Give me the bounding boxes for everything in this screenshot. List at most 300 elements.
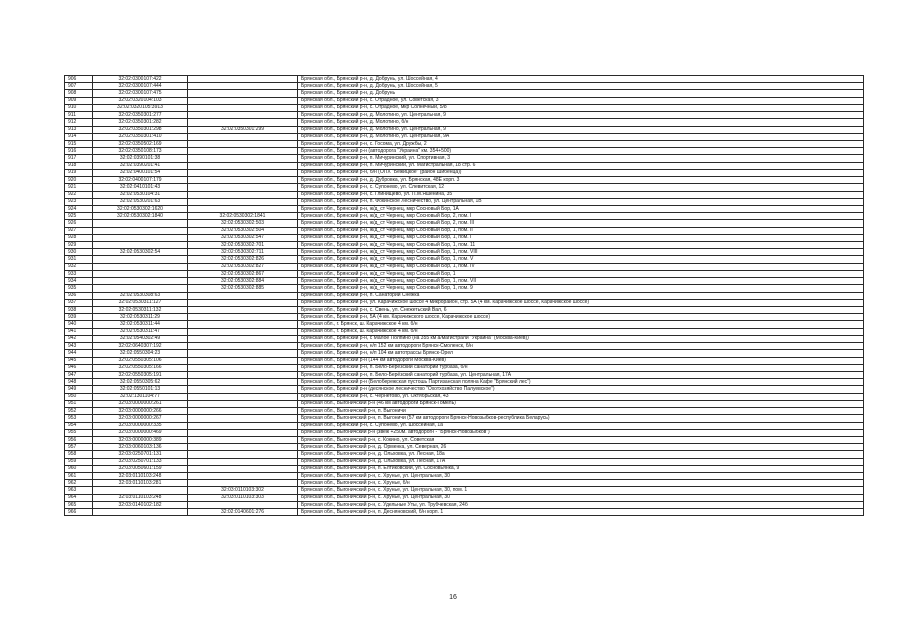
table-row	[65, 393, 864, 400]
table-row	[65, 307, 864, 314]
cell-row-number: 943	[65, 343, 93, 350]
table-row	[65, 112, 864, 119]
cell-cadastral-number-premises	[188, 335, 298, 342]
table-row	[65, 494, 864, 501]
table-row	[65, 480, 864, 487]
table-row	[65, 133, 864, 140]
cell-row-number: 942	[65, 335, 93, 342]
cell-cadastral-number: 32:03:0110103:281	[93, 480, 188, 487]
cell-row-number: 916	[65, 148, 93, 155]
cell-address: Брянская обл., Брянский р-н, ж/д_ст Чернец, мкр Сосновый Бор, 1А	[298, 205, 864, 212]
cell-row-number: 911	[65, 112, 93, 119]
cell-cadastral-number: 32:03:0000000:389	[93, 436, 188, 443]
cell-cadastral-number: 32:03:0000000:261	[93, 400, 188, 407]
cell-address: Брянская обл., Выгоничский р-н, д. Ольховка, ул. Лесная, 18а	[298, 451, 864, 458]
cell-cadastral-number: 32:03:0140102:182	[93, 501, 188, 508]
cell-cadastral-number: 32:02:0530302:54	[93, 249, 188, 256]
cell-address: Брянская обл., Брянский р-н, ж/д_ст Чернец, мкр Сосновый Бор, 1, пом. VIII	[298, 249, 864, 256]
table-row	[65, 155, 864, 162]
table-row	[65, 473, 864, 480]
table-row	[65, 487, 864, 494]
cell-address: Брянская обл., Брянский р-н, д. Дубровка, ул. Брянская, 48Е корп. 3	[298, 177, 864, 184]
cell-row-number: 950	[65, 393, 93, 400]
cell-address: Брянская обл., Выгоничский р-н, п. Ёлтиковский, ул. Сосновьянка, 9	[298, 465, 864, 472]
cell-cadastral-number: 32:02:0300107:475	[93, 90, 188, 97]
cell-cadastral-number: 32:02:0320104:103	[93, 97, 188, 104]
cell-address: Брянская обл., Брянский р-н, д. Молотино, ул. Центральная, 9А	[298, 133, 864, 140]
cell-cadastral-number-premises	[188, 501, 298, 508]
cell-cadastral-number-premises	[188, 184, 298, 191]
table-row	[65, 249, 864, 256]
cell-cadastral-number-premises	[188, 133, 298, 140]
table-row	[65, 350, 864, 357]
cell-row-number: 966	[65, 509, 93, 516]
cell-address: Брянская обл., Брянский р-н, ж/д_ст Чернец, мкр Сосновый Бор, 1, пом. VII	[298, 278, 864, 285]
cell-address: Брянская обл., Выгоничский р-н, с. Хрунье, б/н	[298, 480, 864, 487]
cell-cadastral-number-premises	[188, 76, 298, 83]
cell-cadastral-number-premises	[188, 148, 298, 155]
cell-row-number: 918	[65, 162, 93, 169]
table-row	[65, 458, 864, 465]
cell-address: Брянская обл., Брянский р-н, ж/д_ст Чернец, мкр Сосновый Бор, 1, пом. IV	[298, 263, 864, 270]
cell-row-number: 958	[65, 451, 93, 458]
cell-row-number: 915	[65, 140, 93, 147]
cell-address: Брянская обл., Выгоничский р-н, с. Хрунье, ул. Центральная, 30	[298, 494, 864, 501]
cell-cadastral-number: 32:02:0530311:127	[93, 299, 188, 306]
cell-cadastral-number-premises	[188, 307, 298, 314]
table-row	[65, 278, 864, 285]
cell-cadastral-number-premises	[188, 473, 298, 480]
cell-row-number: 907	[65, 83, 93, 90]
table-row	[65, 256, 864, 263]
cell-row-number: 955	[65, 429, 93, 436]
table-row	[65, 205, 864, 212]
cell-cadastral-number: 32:02:0350301:298	[93, 126, 188, 133]
cell-row-number: 932	[65, 263, 93, 270]
cell-row-number: 926	[65, 220, 93, 227]
cell-address: Брянская обл., Брянский р-н, ж/д_ст Чернец, мкр Сосновый Бор, 1, пом. I	[298, 234, 864, 241]
cell-cadastral-number-premises: 32:02:0530302:503	[188, 220, 298, 227]
cell-address: Брянская обл., Брянский р-н, п. Бело-Берёзский санаторий турбаза, б/н	[298, 364, 864, 371]
cell-cadastral-number	[93, 509, 188, 516]
cell-cadastral-number	[93, 263, 188, 270]
cell-cadastral-number: 32:03:0000000:469	[93, 429, 188, 436]
table-row	[65, 501, 864, 508]
cell-address: Брянская обл., Брянский р-н, ул. Карачижское шоссе 4 микрорайон, стр. 5А (4 км. Карачижское шоссе, Карачижское шоссе)	[298, 299, 864, 306]
table-row	[65, 321, 864, 328]
cell-row-number: 935	[65, 285, 93, 292]
cell-cadastral-number-premises	[188, 112, 298, 119]
cell-address: Брянская обл., Брянский р-н, ж/д_ст Чернец, мкр Сосновый Бор, 1, пом. V	[298, 256, 864, 263]
cell-cadastral-number: 32:03:0110103:248	[93, 473, 188, 480]
cell-row-number: 912	[65, 119, 93, 126]
table-row	[65, 220, 864, 227]
cell-row-number: 941	[65, 328, 93, 335]
cell-row-number: 946	[65, 364, 93, 371]
cell-cadastral-number: 32:02:0350301:277	[93, 112, 188, 119]
table-row	[65, 328, 864, 335]
cell-cadastral-number: 32:02:0530302:1620	[93, 205, 188, 212]
cell-row-number: 931	[65, 256, 93, 263]
cell-row-number: 952	[65, 408, 93, 415]
cell-cadastral-number-premises	[188, 169, 298, 176]
cell-cadastral-number-premises	[188, 299, 298, 306]
cell-address: Брянская обл., Брянский р-н, с. Отрадное, ул. Советская, 3	[298, 97, 864, 104]
cell-cadastral-number: 32:02:0530311:47	[93, 328, 188, 335]
cell-address: Брянская обл., Брянский р-н (Белобережская пустошь Партизанская поляна Кафе "Брянский лес")	[298, 379, 864, 386]
cell-cadastral-number-premises	[188, 97, 298, 104]
cell-cadastral-number-premises: 32:02:0530302:711	[188, 249, 298, 256]
cell-cadastral-number	[93, 285, 188, 292]
cell-row-number: 963	[65, 487, 93, 494]
cell-cadastral-number-premises: 32:02:0140601:276	[188, 509, 298, 516]
cell-address: Брянская обл., Брянский р-н, ж/д_ст Чернец, мкр Сосновый Бор, 2, пом. I	[298, 213, 864, 220]
cell-row-number: 960	[65, 465, 93, 472]
table-row	[65, 364, 864, 371]
cell-row-number: 939	[65, 314, 93, 321]
table-row	[65, 314, 864, 321]
cell-row-number: 930	[65, 249, 93, 256]
cell-cadastral-number: 32:02:0550305:166	[93, 364, 188, 371]
cell-cadastral-number-premises	[188, 379, 298, 386]
cell-cadastral-number-premises	[188, 444, 298, 451]
cell-cadastral-number: 32:03:0250701:133	[93, 458, 188, 465]
cell-cadastral-number-premises	[188, 90, 298, 97]
cell-address: Брянская обл., Брянский р-н, б/н (ОПХ "Бежицкое" (район Шибенца))	[298, 169, 864, 176]
cell-cadastral-number: 32:02:1301104:77	[93, 393, 188, 400]
cell-cadastral-number: 32:02:0540302:49	[93, 335, 188, 342]
cell-row-number: 945	[65, 357, 93, 364]
cell-row-number: 936	[65, 292, 93, 299]
cell-row-number: 965	[65, 501, 93, 508]
table-row	[65, 292, 864, 299]
cell-cadastral-number: 32:03:0110103:248	[93, 494, 188, 501]
table-row	[65, 379, 864, 386]
cell-address: Брянская обл., Брянский р-н, с. Госома, ул. Дружбы, 2	[298, 140, 864, 147]
table-row	[65, 227, 864, 234]
cell-address: Брянская обл., Брянский р-н, п. Бело-Берёзский санаторий турбаза, ул. Центральная, 17А	[298, 371, 864, 378]
table-row	[65, 263, 864, 270]
cell-row-number: 910	[65, 104, 93, 111]
cell-cadastral-number-premises	[188, 314, 298, 321]
table-row	[65, 444, 864, 451]
table-row	[65, 400, 864, 407]
table-row	[65, 422, 864, 429]
cell-cadastral-number-premises: 32:02:0530302:1841	[188, 213, 298, 220]
table-row	[65, 357, 864, 364]
cell-cadastral-number	[93, 227, 188, 234]
cell-address: Брянская обл., Выгоничский р-н, д. Орменка, ул. Северная, 26	[298, 444, 864, 451]
table-row	[65, 83, 864, 90]
cell-cadastral-number	[93, 256, 188, 263]
table-row	[65, 140, 864, 147]
cell-cadastral-number-premises	[188, 429, 298, 436]
cell-row-number: 954	[65, 422, 93, 429]
cell-cadastral-number-premises	[188, 119, 298, 126]
table-row	[65, 451, 864, 458]
table-row	[65, 184, 864, 191]
cell-address: Брянская обл., Брянский р-н, п. Санаторий Снежка	[298, 292, 864, 299]
cell-address: Брянская обл., Выгоничский р-н, п. Десняновский, б/н корп. 1	[298, 509, 864, 516]
cell-row-number: 908	[65, 90, 93, 97]
cell-address: Брянская обл., Выгоничский р-н, п. Выгоничи (57 км автодороги Брянск-Новозыбков-республика Беларусь)	[298, 415, 864, 422]
cell-cadastral-number: 32:02:0550305:191	[93, 371, 188, 378]
cell-cadastral-number-premises: 32:02:0530302:827	[188, 263, 298, 270]
table-row	[65, 270, 864, 277]
cell-cadastral-number: 32:02:0350301:410	[93, 133, 188, 140]
table-row	[65, 242, 864, 249]
table-row	[65, 335, 864, 342]
cell-row-number: 934	[65, 278, 93, 285]
cell-address: Брянская обл., Брянский р-н, с. Супонево, ул. Слевитская, 12	[298, 184, 864, 191]
cell-cadastral-number: 32:03:0000000:335	[93, 422, 188, 429]
cell-address: Брянская обл., Брянский р-н, п. Мичуринский, ул. Магистральная, 18 стр. 6	[298, 162, 864, 169]
cell-cadastral-number-premises	[188, 104, 298, 111]
cell-cadastral-number: 32:02:0550305:62	[93, 379, 188, 386]
cell-address: Брянская обл., Брянский р-н (144 км автодороги Москва-Киев)	[298, 357, 864, 364]
cell-row-number: 938	[65, 307, 93, 314]
cell-cadastral-number-premises	[188, 451, 298, 458]
cell-cadastral-number: 32:02:0300107:444	[93, 83, 188, 90]
cell-cadastral-number: 32:02:0390101:38	[93, 155, 188, 162]
cell-cadastral-number-premises	[188, 436, 298, 443]
cell-row-number: 953	[65, 415, 93, 422]
cell-row-number: 927	[65, 227, 93, 234]
cell-cadastral-number: 32:02:0530311:132	[93, 307, 188, 314]
cell-row-number: 921	[65, 184, 93, 191]
cell-address: Брянская обл., Брянский р-н, ж/д_ст Чернец, мкр Сосновый Бор, 1, пом. 9	[298, 285, 864, 292]
cell-cadastral-number: 32:02:0350502:169	[93, 140, 188, 147]
cell-address: Брянская обл., Брянский р-н, ж/д_ст Чернец, мкр Сосновый Бор, 1	[298, 270, 864, 277]
cell-row-number: 944	[65, 350, 93, 357]
cell-cadastral-number-premises: 32:02:0530302:701	[188, 242, 298, 249]
cell-row-number: 923	[65, 198, 93, 205]
table-row	[65, 76, 864, 83]
cell-row-number: 919	[65, 169, 93, 176]
table-row	[65, 299, 864, 306]
cell-address: Брянская обл., Брянский р-н, д. Добрунь	[298, 90, 864, 97]
cell-address: Брянская обл., Брянский р-н, ж/д_ст Чернец, мкр Сосновый Бор, 1, пом. 11	[298, 242, 864, 249]
table-row	[65, 104, 864, 111]
cell-cadastral-number-premises: 32:02:0530302:504	[188, 227, 298, 234]
cell-address: Брянская обл., Выгоничский р-н (46 км автодороги Брянск-Гомель)	[298, 400, 864, 407]
cell-row-number: 924	[65, 205, 93, 212]
cell-cadastral-number: 32:02:0640307:192	[93, 343, 188, 350]
cell-row-number: 925	[65, 213, 93, 220]
cell-cadastral-number-premises: 32:02:0530302:867	[188, 270, 298, 277]
cell-cadastral-number: 32:02:0550305:106	[93, 357, 188, 364]
cell-row-number: 956	[65, 436, 93, 443]
cell-cadastral-number: 32:02:0530308:63	[93, 292, 188, 299]
cell-address: Брянская обл., Брянский р-н, н/п 152 км автодороги Брянск-Смоленск, б/н	[298, 343, 864, 350]
cell-address: Брянская обл., Брянский р-н, д. Добрунь, ул. Шоссейная, 4	[298, 76, 864, 83]
table-row	[65, 408, 864, 415]
cell-row-number: 957	[65, 444, 93, 451]
cell-address: Брянская обл., Брянский р-н, 5А (4 км. Карачижского шоссе, Карачижское шоссе)	[298, 314, 864, 321]
cell-cadastral-number	[93, 278, 188, 285]
cell-cadastral-number-premises	[188, 480, 298, 487]
cell-cadastral-number-premises	[188, 205, 298, 212]
cell-cadastral-number: 32:02:0550101:13	[93, 386, 188, 393]
cell-cadastral-number-premises: 32:02:0530302:826	[188, 256, 298, 263]
table-row	[65, 148, 864, 155]
table-row	[65, 343, 864, 350]
table-row	[65, 191, 864, 198]
cell-cadastral-number-premises	[188, 343, 298, 350]
cell-row-number: 937	[65, 299, 93, 306]
cell-cadastral-number-premises: 32:03:0110103:302	[188, 487, 298, 494]
cell-cadastral-number-premises: 32:03:0110103:303	[188, 494, 298, 501]
cell-cadastral-number-premises	[188, 458, 298, 465]
cell-cadastral-number-premises	[188, 177, 298, 184]
cell-cadastral-number-premises: 32:02:0530302:884	[188, 278, 298, 285]
cell-cadastral-number: 32:02:0320105:3913	[93, 104, 188, 111]
cell-cadastral-number-premises	[188, 357, 298, 364]
cell-address: Брянская обл., Выгоничский р-н, д. Ольховка, ул. Лесная, 17А	[298, 458, 864, 465]
cell-row-number: 948	[65, 379, 93, 386]
cell-cadastral-number-premises	[188, 162, 298, 169]
cell-row-number: 909	[65, 97, 93, 104]
table-row	[65, 126, 864, 133]
cell-cadastral-number: 32:03:0060103:136	[93, 444, 188, 451]
cell-address: Брянская обл., г. Брянск, ш. Карачижское 4 км. б/н	[298, 321, 864, 328]
cell-cadastral-number-premises	[188, 83, 298, 90]
cell-address: Брянская обл., Брянский р-н, ж/д_ст Чернец, мкр Сосновый Бор, 1, пом. II	[298, 227, 864, 234]
cell-address: Брянская обл., Выгоничский р-н (звеж +250м. автодорогн - "Брянск-Новозыбков")	[298, 429, 864, 436]
cell-cadastral-number-premises: 32:02:0350301:299	[188, 126, 298, 133]
cell-row-number: 933	[65, 270, 93, 277]
cell-cadastral-number-premises	[188, 140, 298, 147]
cell-address: Брянская обл., Брянский р-н, ж/д_ст Чернец, мкр Сосновый Бор, 2, пом. III	[298, 220, 864, 227]
cell-cadastral-number: 32:02:0350108:173	[93, 148, 188, 155]
cell-row-number: 940	[65, 321, 93, 328]
table-row	[65, 371, 864, 378]
cell-address: Брянская обл., Брянский р-н, с. Свень, ул. Снежетьский Вал, 6	[298, 307, 864, 314]
cell-cadastral-number-premises	[188, 364, 298, 371]
cell-row-number: 964	[65, 494, 93, 501]
cell-cadastral-number: 32:02:0300107:422	[93, 76, 188, 83]
cell-row-number: 906	[65, 76, 93, 83]
cell-cadastral-number: 32:03:0250701:131	[93, 451, 188, 458]
cell-cadastral-number-premises	[188, 371, 298, 378]
cell-cadastral-number-premises	[188, 422, 298, 429]
cell-address: Брянская обл., Брянский р-н, п. Мичуринский, ул. Спортивная, 3	[298, 155, 864, 162]
cell-address: Брянская обл., Брянский р-н, с. Супонево, ул. Шоссейная, 1а	[298, 422, 864, 429]
cell-cadastral-number-premises	[188, 400, 298, 407]
registry-table	[64, 75, 864, 516]
cell-address: Брянская обл., Брянский р-н, с. Отрадное, мкр Солнечный, 5/8	[298, 104, 864, 111]
cell-address: Брянская обл., Брянский р-н, п. Фокинское Лесничество, ул. Центральная, 1В	[298, 198, 864, 205]
cell-cadastral-number	[93, 220, 188, 227]
table-row	[65, 415, 864, 422]
cell-cadastral-number-premises	[188, 465, 298, 472]
table-row	[65, 465, 864, 472]
cell-cadastral-number: 32:03:0000000:266	[93, 408, 188, 415]
cell-cadastral-number-premises: 32:02:0530302:885	[188, 285, 298, 292]
cell-cadastral-number-premises	[188, 321, 298, 328]
cell-row-number: 951	[65, 400, 93, 407]
cell-cadastral-number: 32:02:0530302:1840	[93, 213, 188, 220]
cell-address: Брянская обл., Брянский р-н (автодорога "Украина" км. 354+500)	[298, 148, 864, 155]
cell-cadastral-number-premises	[188, 415, 298, 422]
cell-cadastral-number-premises	[188, 393, 298, 400]
registry-table-body	[65, 76, 864, 516]
cell-cadastral-number-premises: 32:02:0530302:547	[188, 234, 298, 241]
cell-address: Брянская обл., Брянский р-н, с. Чернетово, ул. Октябрьская, 43	[298, 393, 864, 400]
cell-address: Брянская обл., Брянский р-н (десянское лесничество "Охотхозяйство Палуевское")	[298, 386, 864, 393]
cell-cadastral-number-premises	[188, 155, 298, 162]
cell-cadastral-number: 32:02:0400107:179	[93, 177, 188, 184]
page-number: 16	[449, 594, 457, 601]
cell-cadastral-number: 32:02:0530104:31	[93, 191, 188, 198]
table-row	[65, 162, 864, 169]
cell-row-number: 961	[65, 473, 93, 480]
table-row	[65, 436, 864, 443]
cell-cadastral-number	[93, 270, 188, 277]
cell-address: Брянская обл., Выгоничский р-н, с. Хрунье, ул. Центральная, 30, пом. 1	[298, 487, 864, 494]
cell-address: Брянская обл., Брянский р-н, с Малое Полпино (на 355 км а/магистрали "Украина" (Москва-Киев))	[298, 335, 864, 342]
cell-row-number: 922	[65, 191, 93, 198]
cell-cadastral-number: 32:03:0050601:159	[93, 465, 188, 472]
cell-cadastral-number: 32:02:0530311:44	[93, 321, 188, 328]
cell-cadastral-number	[93, 242, 188, 249]
cell-row-number: 929	[65, 242, 93, 249]
cell-cadastral-number-premises	[188, 350, 298, 357]
cell-row-number: 920	[65, 177, 93, 184]
cell-row-number: 959	[65, 458, 93, 465]
table-row	[65, 429, 864, 436]
cell-cadastral-number-premises	[188, 198, 298, 205]
cell-row-number: 917	[65, 155, 93, 162]
cell-address: Брянская обл., Выгоничский р-н, с. Хрунье, ул. Центральная, 30	[298, 473, 864, 480]
cell-cadastral-number-premises	[188, 386, 298, 393]
cell-cadastral-number: 32:02:0390201:41	[93, 162, 188, 169]
cell-cadastral-number: 32:02:0530201:63	[93, 198, 188, 205]
cell-cadastral-number: 32:02:0400101:54	[93, 169, 188, 176]
table-row	[65, 285, 864, 292]
cell-cadastral-number: 32:03:0000000:267	[93, 415, 188, 422]
cell-address: Брянская обл., Брянский р-н, д. Добрунь, ул. Шоссейная, 5	[298, 83, 864, 90]
cell-row-number: 949	[65, 386, 93, 393]
cell-address: Брянская обл., Брянский р-н, д. Молотино, б/н	[298, 119, 864, 126]
cell-address: Брянская обл., г. Брянск, ш. Карачижское 4 км. б/н	[298, 328, 864, 335]
cell-cadastral-number	[93, 234, 188, 241]
cell-address: Брянская обл., Брянский р-н, д. Молотино, ул. Центральная, 9	[298, 112, 864, 119]
cell-address: Брянская обл., Брянский р-н, д. Молотино, ул. Центральная, 9	[298, 126, 864, 133]
cell-address: Брянская обл., Выгоничский р-н, с. Кокино, ул. Советская	[298, 436, 864, 443]
table-row	[65, 198, 864, 205]
table-row	[65, 119, 864, 126]
cell-cadastral-number-premises	[188, 328, 298, 335]
cell-cadastral-number-premises	[188, 191, 298, 198]
cell-address: Брянская обл., Брянский р-н, с. Глинищево, ул. П.М.Яшенина, 35	[298, 191, 864, 198]
table-row	[65, 509, 864, 516]
cell-cadastral-number: 32:02:0530311:29	[93, 314, 188, 321]
cell-cadastral-number	[93, 487, 188, 494]
table-row	[65, 234, 864, 241]
cell-address: Брянская обл., Выгоничский р-н, с. Удельные Уты, ул. Трубчевская, 24б	[298, 501, 864, 508]
cell-address: Брянская обл., Выгоничский р-н, п. Выгоничи	[298, 408, 864, 415]
cell-row-number: 913	[65, 126, 93, 133]
table-row	[65, 97, 864, 104]
cell-row-number: 947	[65, 371, 93, 378]
table-row	[65, 169, 864, 176]
cell-cadastral-number-premises	[188, 292, 298, 299]
cell-address: Брянская обл., Брянский р-н, н/п 104 км автотрассы Брянск-Орел	[298, 350, 864, 357]
cell-cadastral-number: 32:02:0550304:23	[93, 350, 188, 357]
table-row	[65, 90, 864, 97]
cell-row-number: 928	[65, 234, 93, 241]
